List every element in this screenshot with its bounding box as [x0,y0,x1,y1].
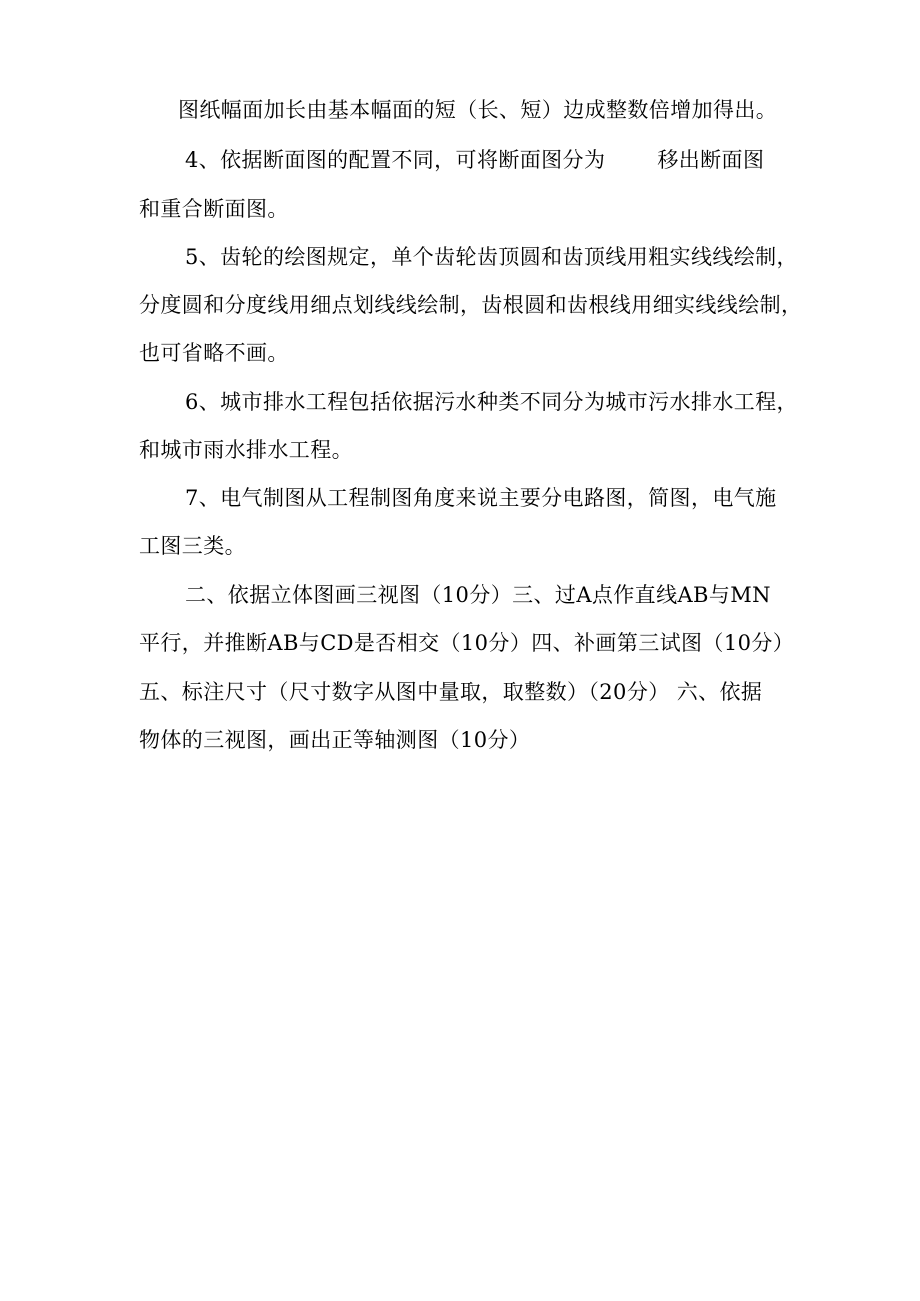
q4-answer: 移出断面图 [657,148,765,172]
text-line-drawing-size: 图纸幅面加长由基本幅面的短（长、短）边成整数倍增加得出。 [178,98,778,122]
text-line-q4 [185,145,764,175]
text-line-q5-cont2: 也可省略不画。 [139,341,289,365]
text-line-section2: 二、依据立体图画三视图（10分）三、过A点作直线AB与MN [185,583,771,607]
text-line-q5-cont1: 分度圆和分度线用细点划线线绘制，齿根圆和齿根线用细实线线绘制， [139,293,803,317]
text-line-q4-cont: 和重合断面图。 [139,197,289,221]
text-line-q6-cont: 和城市雨水排水工程。 [139,438,353,462]
text-line-section6-cont: 物体的三视图，画出正等轴测图（10分） [139,728,531,752]
text-line-q7-cont: 工图三类。 [139,534,246,558]
q4-text: 4、依据断面图的配置不同，可将断面图分为 [185,148,606,172]
text-line-q5: 5、齿轮的绘图规定，单个齿轮齿顶圆和齿顶线用粗实线线绘制， [185,245,798,269]
text-line-section5: 五、标注尺寸（尺寸数字从图中量取，取整数）（20分） 六、依据 [139,680,763,704]
text-line-q6: 6、城市排水工程包括依据污水种类不同分为城市污水排水工程， [185,390,798,414]
text-line-q7: 7、电气制图从工程制图角度来说主要分电路图，简图，电气施 [185,486,777,510]
text-line-section3-cont: 平行，并推断AB与CD是否相交（10分）四、补画第三试图（10分） [139,631,795,655]
